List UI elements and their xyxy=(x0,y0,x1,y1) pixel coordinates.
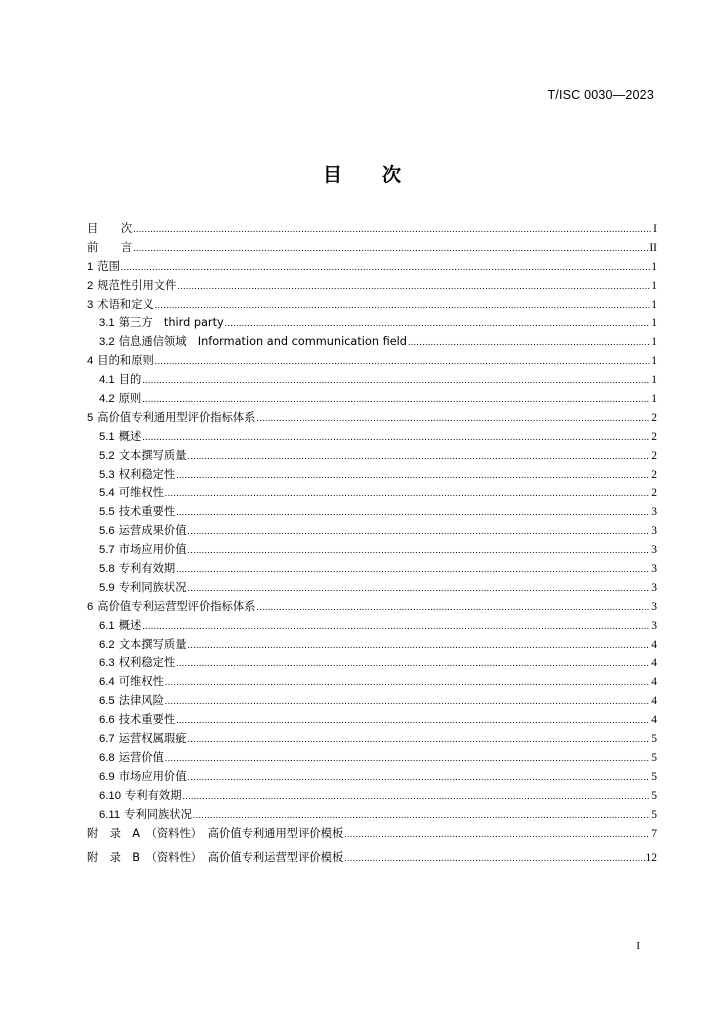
dot-leader xyxy=(188,526,651,536)
toc-entry-label xyxy=(99,673,164,689)
toc-entry-page: I xyxy=(653,223,657,235)
toc-entry[interactable] xyxy=(87,390,657,409)
dot-leader xyxy=(165,696,650,706)
dot-leader xyxy=(165,753,650,763)
toc-entry-page: 1 xyxy=(651,260,657,273)
toc-entry[interactable] xyxy=(87,560,657,579)
toc-entry-number: 5.9 xyxy=(99,581,115,594)
toc-entry-number: 3.1 xyxy=(99,317,115,330)
dot-leader xyxy=(133,243,648,253)
toc-entry[interactable] xyxy=(87,522,657,541)
toc-entry[interactable] xyxy=(87,636,657,655)
toc-entry[interactable] xyxy=(87,711,657,730)
toc-entry-page: 3 xyxy=(651,544,657,557)
dot-leader xyxy=(225,318,651,328)
toc-entry-title: 市场应用价值 xyxy=(118,543,187,557)
toc-entry-number: 6.5 xyxy=(99,695,115,708)
toc-entry[interactable] xyxy=(87,333,657,352)
dot-leader xyxy=(133,224,652,234)
dot-leader xyxy=(176,507,650,517)
toc-entry-label xyxy=(99,466,175,482)
toc-entry-page: 1 xyxy=(651,317,657,330)
toc-entry[interactable] xyxy=(87,503,657,522)
toc-entry-label xyxy=(99,314,224,330)
toc-entry-number: 5.5 xyxy=(99,506,115,519)
toc-entry-number: 5.7 xyxy=(99,544,115,557)
toc-entry[interactable] xyxy=(87,352,657,371)
toc-entry-number: 3.2 xyxy=(99,336,115,349)
toc-entry-label xyxy=(87,220,132,236)
toc-entry-label xyxy=(99,787,182,803)
dot-leader xyxy=(121,262,650,272)
toc-entry-page: 1 xyxy=(651,393,657,406)
toc-entry-label xyxy=(99,636,187,652)
dot-leader xyxy=(188,640,651,650)
toc-entry-page: 5 xyxy=(651,751,657,764)
toc-entry-number: 6.9 xyxy=(99,770,115,783)
dot-leader xyxy=(176,658,650,668)
toc-entry-number: 6.3 xyxy=(99,657,115,670)
toc-entry-number: 4.2 xyxy=(99,393,115,406)
toc-entry-label xyxy=(87,277,176,293)
toc-entry-number: 6.6 xyxy=(99,714,115,727)
toc-entry-number: 6 xyxy=(87,600,94,613)
title-char-1: 目 xyxy=(322,164,342,186)
toc-entry-page: 1 xyxy=(651,374,657,387)
dot-leader xyxy=(256,413,650,423)
toc-entry-page: 12 xyxy=(645,851,657,864)
toc-entry-title: 文本撰写质量 xyxy=(118,448,187,462)
toc-entry-page: 4 xyxy=(651,657,657,670)
dot-leader xyxy=(176,715,650,725)
toc-entry[interactable] xyxy=(87,579,657,598)
toc-entry[interactable] xyxy=(87,849,657,873)
toc-entry[interactable] xyxy=(87,768,657,787)
dot-leader xyxy=(188,583,651,593)
toc-entry[interactable] xyxy=(87,409,657,428)
toc-entry-label xyxy=(99,730,187,746)
toc-entry-number: 6.7 xyxy=(99,733,115,746)
toc-entry-title: 概述 xyxy=(118,429,142,443)
dot-leader xyxy=(188,772,651,782)
dot-leader xyxy=(155,300,650,310)
toc-entry-label xyxy=(99,522,187,538)
toc-entry-number: 6.11 xyxy=(99,808,121,821)
page-title xyxy=(0,160,724,187)
toc-entry-title: 运营价值 xyxy=(118,750,164,764)
toc-entry-title: 高价值专利运营型评价指标体系 xyxy=(97,599,256,613)
toc-entry-page: 3 xyxy=(651,619,657,632)
toc-entry[interactable] xyxy=(87,541,657,560)
document-code: T/ISC 0030—2023 xyxy=(547,88,654,102)
toc-entry[interactable] xyxy=(87,654,657,673)
toc-entry-title: 运营权属瑕疵 xyxy=(118,732,187,746)
toc-entry[interactable] xyxy=(87,314,657,333)
toc-entry[interactable] xyxy=(87,484,657,503)
toc-entry-label xyxy=(99,749,164,765)
toc-entry-number: 6.2 xyxy=(99,638,115,651)
toc-entry-label xyxy=(99,390,141,406)
table-of-contents xyxy=(87,220,657,873)
toc-entry-page: 1 xyxy=(651,355,657,368)
toc-entry-label xyxy=(99,541,187,557)
toc-entry-label xyxy=(99,333,407,349)
dot-leader xyxy=(176,564,650,574)
toc-entry-title: 前 言 xyxy=(87,240,133,254)
toc-entry[interactable] xyxy=(87,220,657,239)
toc-entry[interactable] xyxy=(87,617,657,636)
toc-entry-label xyxy=(87,296,154,312)
toc-entry-page: 7 xyxy=(651,827,657,840)
dot-leader xyxy=(177,281,650,291)
toc-entry-page: 1 xyxy=(651,298,657,311)
toc-entry-page: II xyxy=(649,241,657,254)
toc-entry-label xyxy=(87,849,343,865)
toc-entry-label xyxy=(87,825,343,841)
toc-entry-number: 6.10 xyxy=(99,789,121,802)
toc-entry-title: 专利同族状况 xyxy=(118,580,187,594)
dot-leader xyxy=(256,602,650,612)
toc-entry[interactable] xyxy=(87,806,657,825)
dot-leader xyxy=(183,791,651,801)
toc-entry[interactable] xyxy=(87,825,657,849)
toc-entry[interactable] xyxy=(87,277,657,296)
toc-entry-page: 2 xyxy=(651,430,657,443)
toc-entry-title: 运营成果价值 xyxy=(118,524,187,538)
toc-entry-title: 可维权性 xyxy=(118,486,164,500)
toc-entry-label xyxy=(99,484,164,500)
toc-entry-label xyxy=(99,560,175,576)
toc-entry-title: 技术重要性 xyxy=(118,713,176,727)
toc-entry-number: 3 xyxy=(87,298,94,311)
toc-entry-page: 4 xyxy=(651,695,657,708)
toc-entry-number: 4 xyxy=(87,355,94,368)
toc-entry-number: 6.8 xyxy=(99,751,115,764)
toc-entry-title: 高价值专利通用型评价指标体系 xyxy=(97,410,256,424)
footer-page-number: I xyxy=(636,940,640,952)
toc-entry-title: 权利稳定性 xyxy=(118,656,176,670)
toc-entry-label xyxy=(87,239,132,255)
toc-entry-label xyxy=(99,503,175,519)
toc-entry-label xyxy=(99,447,187,463)
toc-entry-title: 原则 xyxy=(118,392,142,406)
toc-entry-page: 3 xyxy=(651,563,657,576)
toc-entry-number: 5.6 xyxy=(99,525,115,538)
toc-entry-title: 市场应用价值 xyxy=(118,769,187,783)
toc-entry-title: 范围 xyxy=(97,259,120,273)
toc-entry[interactable] xyxy=(87,296,657,315)
toc-entry[interactable] xyxy=(87,692,657,711)
toc-entry-page: 2 xyxy=(651,487,657,500)
toc-entry-page: 2 xyxy=(651,411,657,424)
toc-entry[interactable] xyxy=(87,447,657,466)
toc-entry-label xyxy=(99,617,141,633)
dot-leader xyxy=(188,545,651,555)
toc-entry-label xyxy=(87,409,255,425)
toc-entry-label xyxy=(99,371,141,387)
toc-entry-label xyxy=(99,579,187,595)
dot-leader xyxy=(188,451,651,461)
toc-entry-label xyxy=(99,654,175,670)
dot-leader xyxy=(176,470,650,480)
toc-entry-title: 专利同族状况 xyxy=(124,807,192,821)
toc-entry-page: 1 xyxy=(651,336,657,349)
toc-entry-number: 5.1 xyxy=(99,430,115,443)
dot-leader xyxy=(142,375,650,385)
toc-entry-page: 4 xyxy=(651,676,657,689)
toc-entry-title: 专利有效期 xyxy=(125,788,182,802)
toc-entry-title: 权利稳定性 xyxy=(118,467,176,481)
toc-entry-page: 3 xyxy=(651,506,657,519)
toc-entry-number: 6.4 xyxy=(99,676,115,689)
toc-entry-label xyxy=(87,598,255,614)
dot-leader xyxy=(165,677,650,687)
toc-entry-number: 5 xyxy=(87,411,94,424)
toc-entry-page: 5 xyxy=(651,808,657,821)
toc-entry-label xyxy=(99,711,175,727)
dot-leader xyxy=(188,734,651,744)
toc-entry-title: 术语和定义 xyxy=(97,297,154,311)
toc-entry-page: 2 xyxy=(651,449,657,462)
toc-entry-page: 5 xyxy=(651,789,657,802)
toc-entry-title: 技术重要性 xyxy=(118,505,176,519)
toc-entry-page: 3 xyxy=(651,525,657,538)
toc-entry-number: 2 xyxy=(87,279,94,292)
toc-entry-label xyxy=(87,258,120,274)
toc-entry-title: 可维权性 xyxy=(118,675,164,689)
toc-entry-title: 附 录 B （资料性） 高价值专利运营型评价模板 xyxy=(87,850,344,864)
toc-entry-title: 专利有效期 xyxy=(118,562,176,576)
dot-leader xyxy=(142,621,650,631)
toc-entry-title: 文本撰写质量 xyxy=(118,637,187,651)
toc-entry[interactable] xyxy=(87,258,657,277)
toc-entry[interactable] xyxy=(87,371,657,390)
dot-leader xyxy=(344,829,650,839)
dot-leader xyxy=(165,488,650,498)
toc-entry-page: 2 xyxy=(651,468,657,481)
toc-entry-number: 5.3 xyxy=(99,468,115,481)
toc-entry-number: 4.1 xyxy=(99,374,115,387)
toc-entry-number: 1 xyxy=(87,260,94,273)
toc-entry[interactable] xyxy=(87,428,657,447)
toc-entry[interactable] xyxy=(87,466,657,485)
toc-entry-page: 1 xyxy=(651,279,657,292)
toc-entry-page: 3 xyxy=(651,600,657,613)
toc-entry-label xyxy=(99,428,141,444)
toc-entry-page: 4 xyxy=(651,714,657,727)
toc-entry-title: 法律风险 xyxy=(118,694,164,708)
toc-entry-label xyxy=(99,768,187,784)
toc-entry-number: 5.2 xyxy=(99,449,115,462)
toc-entry-label xyxy=(99,806,192,822)
toc-entry-label xyxy=(99,692,164,708)
toc-entry[interactable] xyxy=(87,787,657,806)
toc-entry-title: 附 录 A （资料性） 高价值专利通用型评价模板 xyxy=(87,826,344,840)
toc-entry[interactable] xyxy=(87,598,657,617)
toc-entry-title: 第三方 third party xyxy=(118,316,224,330)
toc-entry-page: 3 xyxy=(651,581,657,594)
toc-entry-number: 5.8 xyxy=(99,563,115,576)
toc-entry-title: 目的和原则 xyxy=(97,354,154,368)
toc-entry-title: 信息通信领域 Information and communication field xyxy=(118,335,407,349)
toc-entry[interactable] xyxy=(87,239,657,258)
toc-entry-label xyxy=(87,352,154,368)
toc-entry-number: 6.1 xyxy=(99,619,115,632)
toc-entry-number: 5.4 xyxy=(99,487,115,500)
toc-entry-title: 概述 xyxy=(118,618,142,632)
toc-entry[interactable] xyxy=(87,730,657,749)
toc-entry-title: 目的 xyxy=(118,373,142,387)
title-char-2: 次 xyxy=(382,164,402,186)
toc-entry-page: 5 xyxy=(651,733,657,746)
toc-entry-page: 4 xyxy=(651,638,657,651)
dot-leader xyxy=(142,394,650,404)
toc-entry[interactable] xyxy=(87,673,657,692)
dot-leader xyxy=(408,337,650,347)
toc-entry-title: 目 次 xyxy=(87,222,133,235)
dot-leader xyxy=(193,810,650,820)
toc-entry-page: 5 xyxy=(651,770,657,783)
toc-entry-title: 规范性引用文件 xyxy=(97,278,177,292)
dot-leader xyxy=(155,356,650,366)
toc-entry[interactable] xyxy=(87,749,657,768)
dot-leader xyxy=(344,853,644,863)
dot-leader xyxy=(142,432,650,442)
